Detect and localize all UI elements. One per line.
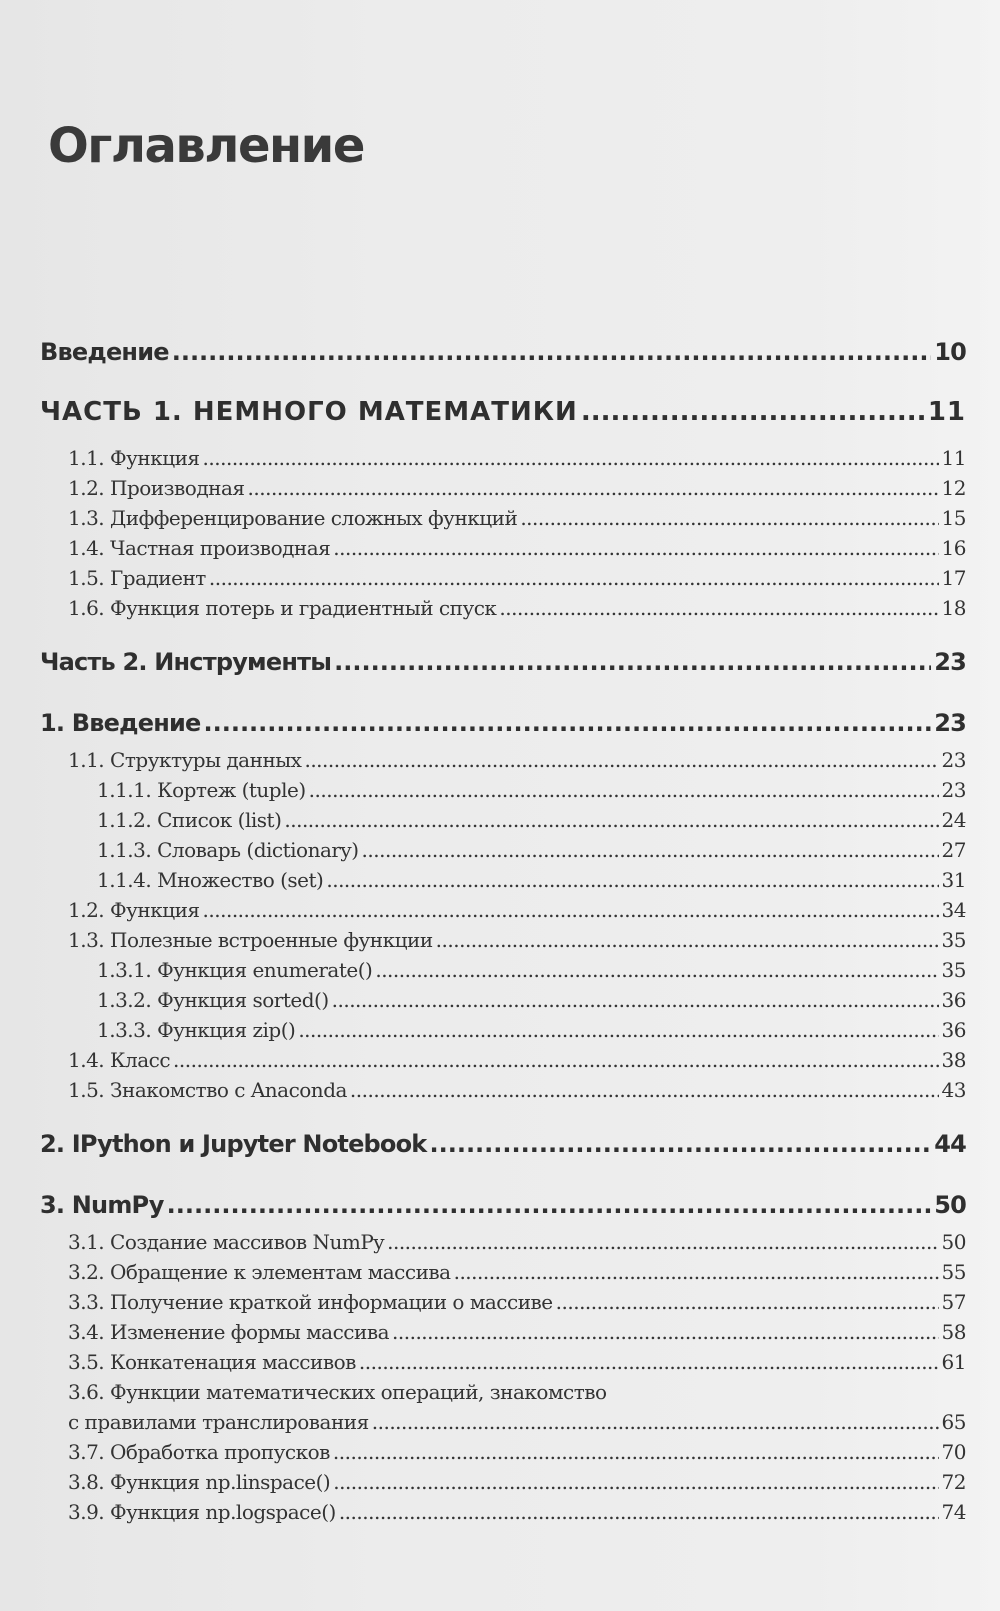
toc-entry-label: 3.3. Получение краткой информации о массиве [68, 1290, 553, 1314]
toc-entry-page: 58 [941, 1320, 966, 1344]
toc-subentry[interactable] [97, 808, 966, 832]
toc-subentry[interactable] [68, 1078, 966, 1102]
page-title: Оглавление [48, 118, 364, 174]
toc-entry-page: 23 [934, 709, 966, 737]
toc-entry-page: 31 [941, 868, 966, 892]
toc-subentry[interactable] [68, 748, 966, 772]
dot-leader [326, 868, 938, 892]
dot-leader [172, 338, 931, 366]
toc-entry-page: 15 [941, 506, 966, 530]
toc-subentry[interactable] [97, 838, 966, 862]
dot-leader [309, 778, 939, 802]
toc-entry-page: 38 [941, 1048, 966, 1072]
toc-entry-page: 74 [941, 1500, 966, 1524]
toc-entry-page: 57 [941, 1290, 966, 1314]
toc-entry-label: 3.7. Обработка пропусков [68, 1440, 330, 1464]
toc-entry-label: 3.9. Функция np.logspace() [68, 1500, 336, 1524]
dot-leader [350, 1078, 939, 1102]
toc-entry-page: 24 [941, 808, 966, 832]
dot-leader [333, 1440, 939, 1464]
toc-entry-page: 70 [941, 1440, 966, 1464]
toc-entry-page: 55 [941, 1260, 966, 1284]
dot-leader [362, 838, 939, 862]
dot-leader [209, 566, 939, 590]
toc-entry-label: 3.4. Изменение формы массива [68, 1320, 390, 1344]
dot-leader [375, 958, 938, 982]
toc-subentry[interactable] [68, 898, 966, 922]
toc-entry-label: 1.1.3. Словарь (dictionary) [97, 838, 359, 862]
toc-entry-label: 3. NumPy [40, 1191, 164, 1219]
dot-leader [333, 1470, 938, 1494]
toc-entry-page: 11 [927, 397, 966, 427]
toc-entry-label: 1.4. Частная производная [68, 536, 331, 560]
toc-subentry[interactable] [68, 536, 966, 560]
toc-subentry[interactable] [68, 928, 966, 952]
toc-subentry[interactable] [68, 1320, 966, 1344]
toc-entry-page: 35 [941, 928, 966, 952]
toc-entry-page: 35 [941, 958, 966, 982]
toc-entry-page: 50 [941, 1230, 966, 1254]
dot-leader [499, 596, 938, 620]
toc-entry-page: 34 [941, 898, 966, 922]
toc-entry-label: 1.6. Функция потерь и градиентный спуск [68, 596, 497, 620]
toc-entry-label: 3.8. Функция np.linspace() [68, 1470, 331, 1494]
toc-entry-page: 23 [934, 648, 966, 676]
dot-leader [429, 1130, 931, 1158]
toc-entry-label: 1.4. Класс [68, 1048, 171, 1072]
toc-entry-label: 1. Введение [40, 709, 201, 737]
dot-leader [167, 1191, 932, 1219]
toc-entry-page: 72 [941, 1470, 966, 1494]
dot-leader [284, 808, 938, 832]
toc-subentry[interactable] [97, 868, 966, 892]
dot-leader [556, 1290, 939, 1314]
toc-entry-label: 1.1. Функция [68, 446, 200, 470]
toc-entry-label: 1.3.1. Функция enumerate() [97, 958, 373, 982]
toc-entry-page: 36 [941, 988, 966, 1012]
dot-leader [581, 397, 925, 427]
dot-leader [520, 506, 938, 530]
toc-entry-page: 36 [941, 1018, 966, 1042]
toc-entry-label: Часть 2. Инструменты [40, 648, 332, 676]
dot-leader [203, 446, 939, 470]
toc-subentry[interactable] [68, 1290, 966, 1314]
dot-leader [173, 1048, 939, 1072]
toc-entry-intro[interactable] [40, 338, 966, 366]
toc-subentry[interactable] [97, 1018, 966, 1042]
dot-leader [203, 898, 939, 922]
toc-subentry[interactable] [97, 778, 966, 802]
dot-leader [372, 1410, 939, 1434]
dot-leader [387, 1230, 938, 1254]
toc-entry-page: 18 [941, 596, 966, 620]
toc-subentry[interactable] [68, 1500, 966, 1524]
toc-entry-page: 43 [941, 1078, 966, 1102]
toc-entry-page: 23 [941, 748, 966, 772]
toc-entry-label: 1.1.4. Множество (set) [97, 868, 324, 892]
toc-subentry[interactable] [68, 566, 966, 590]
toc-entry-label: Введение [40, 338, 169, 366]
toc-entry-label: 1.3.2. Функция sorted() [97, 988, 329, 1012]
toc-entry-part1[interactable] [40, 397, 966, 427]
toc-entry-part2[interactable] [40, 648, 966, 676]
dot-leader [454, 1260, 939, 1284]
toc-entry-page: 16 [941, 536, 966, 560]
toc-entry-label: 1.2. Производная [68, 476, 245, 500]
toc-entry-ch1[interactable] [40, 709, 966, 737]
toc-entry-label: 3.1. Создание массивов NumPy [68, 1230, 385, 1254]
toc-entry-label: ЧАСТЬ 1. НЕМНОГО МАТЕМАТИКИ [40, 397, 578, 427]
toc-entry-page: 11 [941, 446, 966, 470]
toc-entry-ch3[interactable] [40, 1191, 966, 1219]
dot-leader [392, 1320, 939, 1344]
toc-subentry[interactable] [68, 1048, 966, 1072]
toc-entry-label: с правилами транслирования [68, 1410, 369, 1434]
toc-entry-page: 17 [941, 566, 966, 590]
toc-entry-label: 1.3. Дифференцирование сложных функций [68, 506, 518, 530]
dot-leader [339, 1500, 939, 1524]
dot-leader [436, 928, 939, 952]
dot-leader [248, 476, 939, 500]
toc-subentry[interactable] [97, 988, 966, 1012]
toc-subentry[interactable] [68, 446, 966, 470]
toc-subentry[interactable] [68, 596, 966, 620]
toc-entry-label: 1.1. Структуры данных [68, 748, 302, 772]
toc-entry-page: 44 [934, 1130, 966, 1158]
dot-leader [359, 1350, 939, 1374]
toc-subentry[interactable] [68, 1470, 966, 1494]
toc-entry-label: 1.1.2. Список (list) [97, 808, 282, 832]
toc-subentry[interactable] [68, 1350, 966, 1374]
toc-subentry[interactable] [68, 1230, 966, 1254]
toc-entry-page: 23 [941, 778, 966, 802]
dot-leader [333, 536, 938, 560]
toc-entry-label: 1.3. Полезные встроенные функции [68, 928, 433, 952]
toc-entry-page: 12 [941, 476, 966, 500]
dot-leader [298, 1018, 938, 1042]
toc-entry-ch2[interactable] [40, 1130, 966, 1158]
toc-entry-label: 3.2. Обращение к элементам массива [68, 1260, 451, 1284]
toc-entry-page: 61 [941, 1350, 966, 1374]
toc-entry-label: 1.5. Знакомство с Anaconda [68, 1078, 347, 1102]
toc-subentry[interactable] [68, 476, 966, 500]
toc-entry-label: 3.5. Конкатенация массивов [68, 1350, 356, 1374]
toc-entry-label: 1.2. Функция [68, 898, 200, 922]
toc-subentry[interactable] [68, 1260, 966, 1284]
toc-entry-page: 10 [934, 338, 966, 366]
dot-leader [332, 988, 939, 1012]
toc-entry-label: 1.1.1. Кортеж (tuple) [97, 778, 306, 802]
dot-leader [304, 748, 938, 772]
toc-entry-label: 1.3.3. Функция zip() [97, 1018, 296, 1042]
toc-subentry[interactable] [97, 958, 966, 982]
toc-subentry[interactable] [68, 1440, 966, 1464]
dot-leader [203, 709, 931, 737]
toc-subentry[interactable] [68, 506, 966, 530]
toc-subentry[interactable] [68, 1410, 966, 1434]
toc-entry-page: 27 [941, 838, 966, 862]
toc-entry-page: 50 [934, 1191, 966, 1219]
toc-entry-label: 1.5. Градиент [68, 566, 206, 590]
dot-leader [334, 648, 931, 676]
toc-entry-label: 2. IPython и Jupyter Notebook [40, 1130, 427, 1158]
toc-subentry-first-line[interactable]: 3.6. Функции математических операций, знакомство [68, 1380, 607, 1404]
toc-entry-page: 65 [941, 1410, 966, 1434]
